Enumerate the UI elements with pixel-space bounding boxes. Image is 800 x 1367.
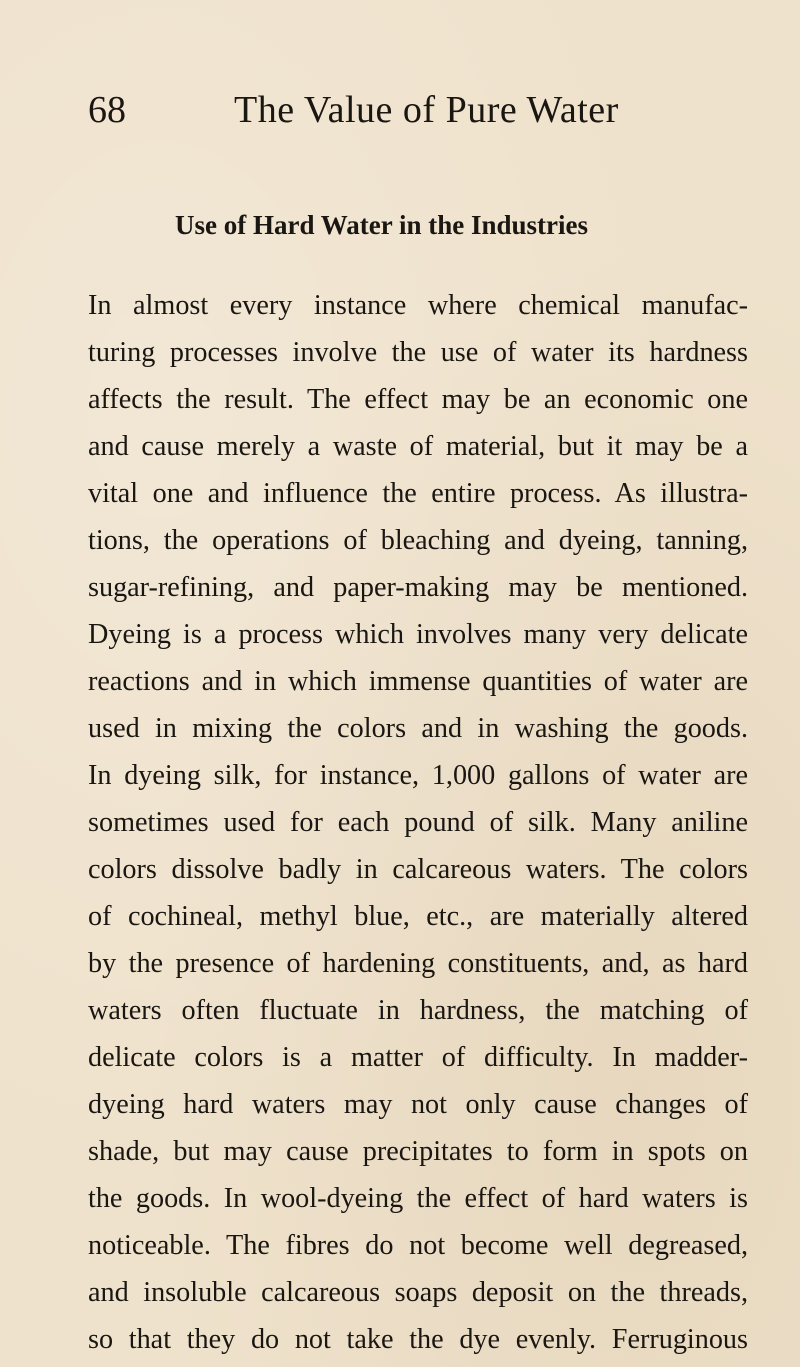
text-line: of cochineal, methyl blue, etc., are materially altered <box>88 901 748 932</box>
text-line: dyeing hard waters may not only cause changes of <box>88 1089 748 1120</box>
text-line: so that they do not take the dye evenly. Ferruginous <box>88 1324 748 1355</box>
section-title: Use of Hard Water in the Industries <box>175 210 589 240</box>
running-title: The Value of Pure Water <box>234 89 619 131</box>
text-line: tions, the operations of bleaching and dyeing, tanning, <box>88 525 748 556</box>
text-line: vital one and influence the entire process. As illustra- <box>88 478 748 509</box>
text-line: sugar-refining, and paper-making may be mentioned. <box>88 572 748 603</box>
text-line: sometimes used for each pound of silk. Many aniline <box>88 807 748 838</box>
text-line: turing processes involve the use of water its hardness <box>88 337 748 368</box>
text-line: and cause merely a waste of material, but it may be a <box>88 431 748 462</box>
text-line: affects the result. The effect may be an economic one <box>88 384 748 415</box>
text-line: Dyeing is a process which involves many very delicate <box>88 619 748 650</box>
page-number: 68 <box>88 89 126 131</box>
text-line: by the presence of hardening constituents, and, as hard <box>88 948 748 979</box>
text-line: reactions and in which immense quantities of water are <box>88 666 748 697</box>
text-line: In almost every instance where chemical manufac- <box>88 290 748 321</box>
text-line: In dyeing silk, for instance, 1,000 gallons of water are <box>88 760 748 791</box>
running-head <box>88 85 748 135</box>
text-line: shade, but may cause precipitates to form in spots on <box>88 1136 748 1167</box>
text-line: and insoluble calcareous soaps deposit on the threads, <box>88 1277 748 1308</box>
text-line: the goods. In wool-dyeing the effect of hard waters is <box>88 1183 748 1214</box>
text-line: waters often fluctuate in hardness, the matching of <box>88 995 748 1026</box>
body-paragraph <box>88 282 748 1363</box>
text-line: used in mixing the colors and in washing the goods. <box>88 713 748 744</box>
text-line: noticeable. The fibres do not become well degreased, <box>88 1230 748 1261</box>
text-line: delicate colors is a matter of difficulty. In madder- <box>88 1042 748 1073</box>
text-line: colors dissolve badly in calcareous waters. The colors <box>88 854 748 885</box>
